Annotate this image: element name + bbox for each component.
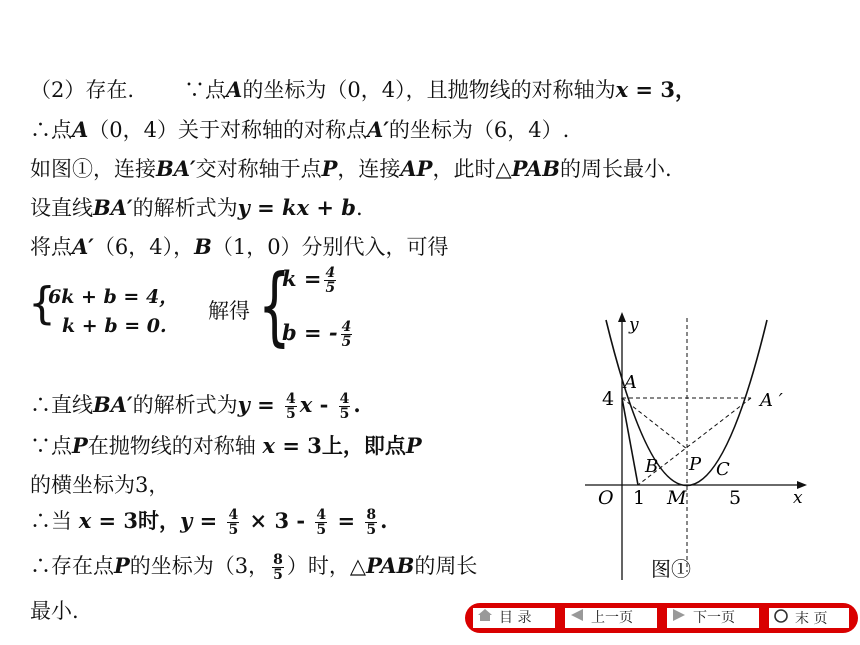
var-B: B xyxy=(194,234,212,259)
label-A-prime: A ′ xyxy=(760,390,783,411)
text-line-6 xyxy=(30,392,361,421)
denominator: 5 xyxy=(316,522,327,538)
numerator: 4 xyxy=(325,265,336,281)
numerator: 4 xyxy=(316,507,327,523)
solution-brace: { xyxy=(258,256,291,356)
var-A: A xyxy=(226,77,243,102)
var-P: P xyxy=(72,433,88,458)
text-part: 的坐标为（0，4），且抛物线的对称轴为 xyxy=(242,78,616,102)
var-AP: AP xyxy=(400,156,433,181)
text-part: . xyxy=(353,392,361,417)
fraction xyxy=(365,508,377,537)
denominator: 5 xyxy=(339,406,350,422)
numerator: 8 xyxy=(273,552,283,568)
text-part: ∴存在点 xyxy=(30,554,114,578)
text-part: 在抛物线的对称轴 xyxy=(87,434,263,458)
system-brace: { xyxy=(28,278,56,329)
text-part: ∴当 xyxy=(30,509,79,533)
denominator: 5 xyxy=(366,522,377,538)
text-part: 的解析式为 xyxy=(132,393,238,417)
nav-label: 上一页 xyxy=(591,610,633,626)
text-part: 交对称轴于点 xyxy=(195,157,322,181)
denominator: 5 xyxy=(341,334,352,350)
label-O: O xyxy=(598,487,614,509)
text-part: = 3， xyxy=(628,77,696,102)
text-part: b = - xyxy=(282,320,338,345)
text-part: × 3 - xyxy=(242,508,313,533)
home-icon xyxy=(477,608,493,628)
text-part: ∵点 xyxy=(184,78,227,102)
var-BA-prime: BA′ xyxy=(93,195,133,220)
var-x: x xyxy=(78,508,92,533)
text-part: . xyxy=(380,508,388,533)
text-part: 最小. xyxy=(30,599,79,623)
prev-page-button[interactable] xyxy=(565,608,657,628)
text-part: 的周长 xyxy=(414,554,478,578)
label-four: 4 xyxy=(602,388,615,410)
text-part: = xyxy=(330,508,363,533)
var-A-prime: A′ xyxy=(367,117,389,142)
text-part: - xyxy=(312,392,336,417)
system-eq-2: k + b = 0. xyxy=(62,315,167,337)
text-part: = xyxy=(249,392,283,417)
text-part: ∴直线 xyxy=(30,393,93,417)
last-page-button[interactable] xyxy=(769,608,849,628)
end-circle-icon xyxy=(773,608,789,630)
contents-button[interactable] xyxy=(473,608,555,628)
numerator: 8 xyxy=(366,507,377,523)
var-y: y xyxy=(180,508,193,533)
numerator: 4 xyxy=(341,319,352,335)
fraction xyxy=(339,392,351,421)
text-part: ，此时△ xyxy=(432,157,512,181)
text-part: = 3时， xyxy=(91,508,181,533)
fraction xyxy=(341,320,353,349)
nav-label: 末 页 xyxy=(795,611,828,627)
segment-AP xyxy=(622,398,687,449)
system-eq-1: 6k + b = 4， xyxy=(48,286,179,308)
text-part: 设直线 xyxy=(30,196,93,220)
label-x: x xyxy=(793,488,803,508)
fraction xyxy=(272,553,284,582)
text-part: 的解析式为 xyxy=(132,196,238,220)
var-BA-prime: BA′ xyxy=(156,156,196,181)
label-M: M xyxy=(667,487,687,509)
text-part: 的周长最小. xyxy=(559,157,672,181)
y-axis-arrow xyxy=(618,312,626,322)
var-P: P xyxy=(114,553,130,578)
var-x: x xyxy=(299,392,313,417)
label-P: P xyxy=(689,454,702,475)
text-part: ∴点 xyxy=(30,118,72,142)
text-line-4 xyxy=(30,195,363,221)
numerator: 4 xyxy=(228,507,239,523)
text-part: 的横坐标为3， xyxy=(30,473,170,497)
var-P: P xyxy=(321,156,338,181)
label-one: 1 xyxy=(633,487,646,509)
text-part: 如图①，连接 xyxy=(30,157,156,181)
var-y: y xyxy=(237,392,250,417)
denominator: 5 xyxy=(273,567,283,583)
text-part: （0，4）关于对称轴的对称点 xyxy=(88,118,368,142)
parabola-figure xyxy=(585,310,845,590)
text-line-8 xyxy=(30,472,169,498)
fraction xyxy=(315,508,327,537)
next-arrow-icon xyxy=(671,608,687,628)
text-line-1 xyxy=(30,77,696,103)
text-part: . xyxy=(356,196,363,220)
text-part: 的坐标为（3， xyxy=(129,554,270,578)
text-part: 的坐标为（6，4）. xyxy=(388,118,570,142)
numerator: 4 xyxy=(339,391,350,407)
next-page-button[interactable] xyxy=(667,608,759,628)
fraction xyxy=(227,508,239,537)
fraction xyxy=(324,266,336,295)
var-A-prime: A′ xyxy=(72,234,94,259)
nav-label: 目 录 xyxy=(499,610,532,626)
text-line-5 xyxy=(30,234,449,260)
text-part: ∵点 xyxy=(30,434,72,458)
text-part: ）时，△ xyxy=(286,554,367,578)
denominator: 5 xyxy=(228,522,239,538)
text-part: k = xyxy=(282,266,322,291)
label-y: y xyxy=(629,315,639,335)
text-line-2 xyxy=(30,117,569,143)
var-BA-prime: BA′ xyxy=(93,392,133,417)
label-C: C xyxy=(716,459,730,480)
text-line-7 xyxy=(30,433,422,459)
text-part: 将点 xyxy=(30,235,72,259)
var-P: P xyxy=(405,433,422,458)
var-PAB: PAB xyxy=(366,553,415,578)
text-part: = xyxy=(192,508,225,533)
var-x: x xyxy=(615,77,629,102)
label-A: A xyxy=(624,372,637,393)
denominator: 5 xyxy=(325,280,336,296)
var-PAB: PAB xyxy=(511,156,560,181)
solution-k xyxy=(282,266,339,295)
text-part: （1，0）分别代入，可得 xyxy=(211,235,449,259)
solution-b xyxy=(282,320,355,349)
text-part: ，连接 xyxy=(337,157,401,181)
text-part: = 3上，即点 xyxy=(275,433,406,458)
prev-arrow-icon xyxy=(569,608,585,628)
text-part: （6，4）， xyxy=(93,235,195,259)
equation-line: y = kx + b xyxy=(237,195,356,220)
text-line-9 xyxy=(30,508,387,537)
fraction xyxy=(285,392,297,421)
nav-label: 下一页 xyxy=(693,610,735,626)
segment-AB xyxy=(622,398,638,485)
text-part: （2）存在. xyxy=(30,78,135,102)
text-line-3 xyxy=(30,156,672,182)
label-five: 5 xyxy=(729,487,742,509)
text-line-11 xyxy=(30,598,79,624)
var-A: A xyxy=(72,117,89,142)
text-line-10 xyxy=(30,553,477,582)
denominator: 5 xyxy=(286,406,296,422)
solve-label: 解得 xyxy=(208,299,250,323)
figure-caption: 图① xyxy=(651,557,691,581)
label-B: B xyxy=(645,456,659,477)
numerator: 4 xyxy=(286,391,296,407)
nav-bar xyxy=(465,603,858,633)
var-x: x xyxy=(262,433,276,458)
